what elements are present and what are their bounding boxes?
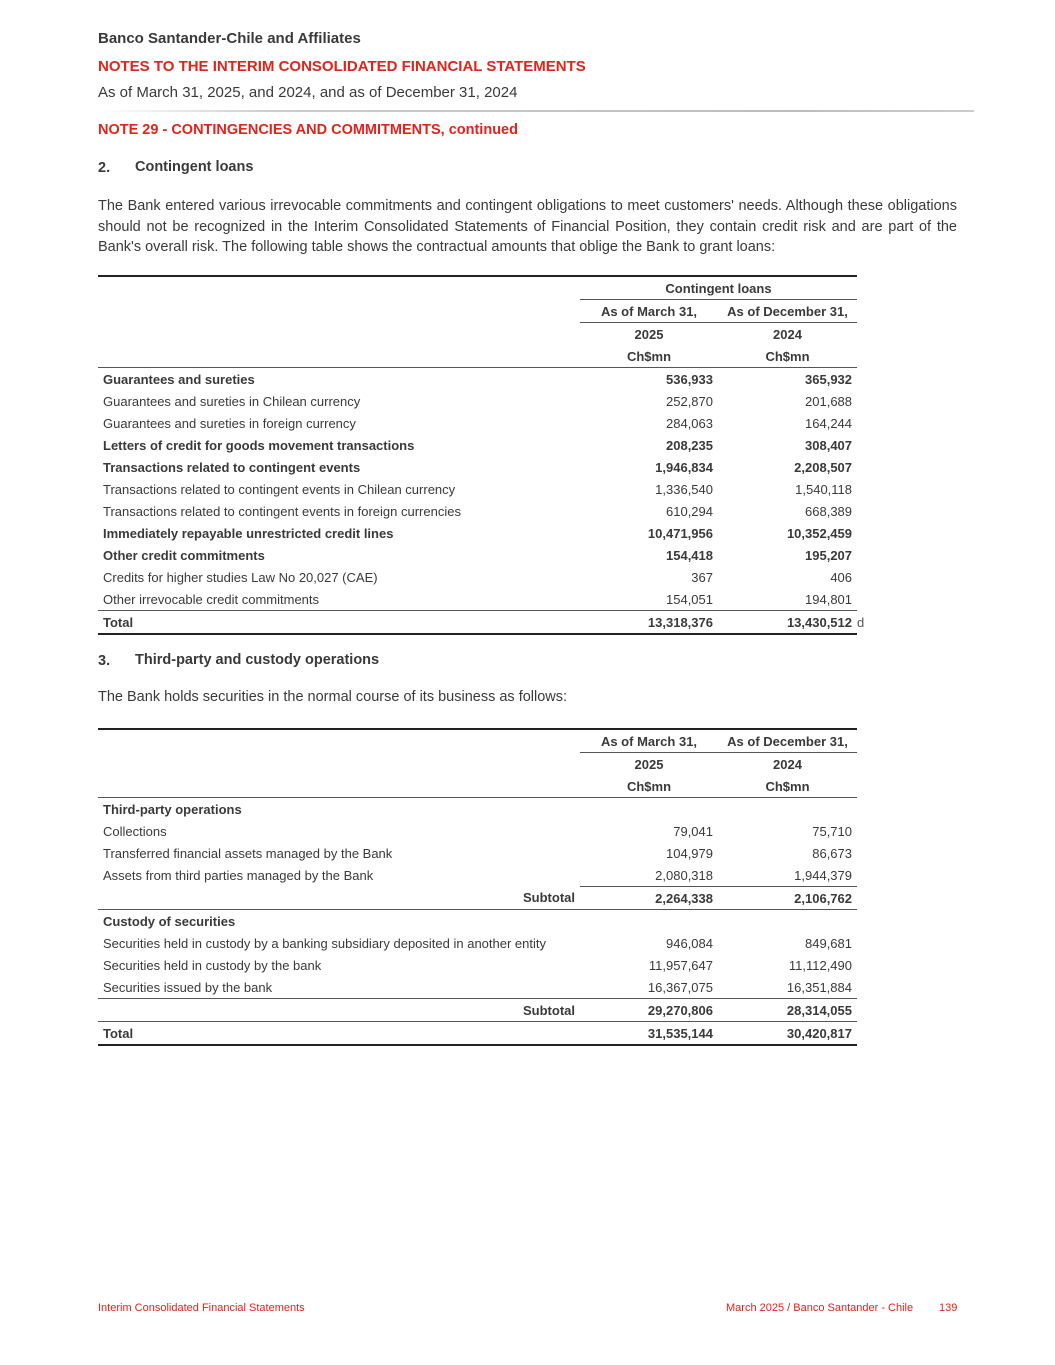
row-value-2024: 164,244 [805,415,853,431]
table-row [98,390,857,412]
table-row [98,588,857,611]
col1-year: 2025 [634,756,664,772]
row-value-2024: 308,407 [805,437,853,453]
table-row [98,820,857,842]
row-value-2025: 2,080,318 [580,864,718,887]
row-label: Assets from third parties managed by the Bank [103,867,374,883]
row-value-2025: 367 [691,569,713,585]
notes-title: NOTES TO THE INTERIM CONSOLIDATED FINANCIAL STATEMENTS [98,58,586,75]
row-value-2025: 16,367,075 [647,979,713,995]
custody-heading: Custody of securities [103,913,236,929]
col2-unit: Ch$mn [765,348,810,364]
row-value-2024: 195,207 [805,547,853,563]
row-value-2024: 194,801 [805,591,853,607]
footer-period: March 2025 / Banco Santander - Chile [726,1302,914,1314]
table-row [98,368,857,391]
subtotal-value-2024: 28,314,055 [786,1002,852,1018]
row-value-2024: 1,944,379 [718,864,857,887]
table-row [98,456,857,478]
table-row [98,864,857,887]
table-row [98,954,857,976]
footer-doc-title: Interim Consolidated Financial Statements [98,1302,305,1314]
row-label: Collections [103,823,167,839]
table-row [98,976,857,999]
row-label: Other irrevocable credit commitments [103,591,320,607]
subtotal-row [98,887,857,910]
stray-mark: d [857,615,865,630]
row-label: Securities held in custody by a banking subsidiary deposited in another entity [103,935,546,951]
row-value-2025: 1,946,834 [655,459,713,475]
table-row [98,842,857,864]
total-row [98,611,857,635]
row-label: Other credit commitments [103,547,265,563]
row-value-2024: 668,389 [805,503,853,519]
subtotal-label: Subtotal [523,1002,575,1018]
table-row [98,412,857,434]
row-label: Guarantees and sureties in Chilean currency [103,393,361,409]
row-label: Transactions related to contingent events [103,459,361,475]
row-label: Letters of credit for goods movement transactions [103,437,415,453]
col2-period: As of December 31, [718,729,857,753]
total-label: Total [103,1025,134,1041]
row-label: Transactions related to contingent events in foreign currencies [103,503,461,519]
row-value-2025: 284,063 [666,415,713,431]
total-label: Total [103,614,134,630]
company-name: Banco Santander-Chile and Affiliates [98,30,361,47]
row-label: Transactions related to contingent events in Chilean currency [103,481,456,497]
col1-unit: Ch$mn [626,778,672,794]
col2-period: As of December 31, [718,300,857,323]
row-value-2024: 2,208,507 [794,459,853,475]
row-value-2025: 946,084 [666,935,713,951]
row-value-2024: 10,352,459 [786,525,853,541]
section-title: Third-party and custody operations [135,652,380,668]
total-value-2025: 13,318,376 [647,614,713,630]
row-value-2024: 406 [830,569,853,585]
table-row [98,932,857,954]
total-value-2024: 30,420,817 [786,1025,852,1041]
row-value-2025: 104,979 [666,845,713,861]
total-value-2024: 13,430,512 [786,614,853,630]
page-number: 139 [939,1302,958,1314]
section-title: Contingent loans [135,159,254,175]
header-divider [98,110,974,112]
row-value-2024: 86,673 [812,845,852,861]
section-2-heading [98,159,254,177]
row-value-2025: 208,235 [666,437,713,453]
row-value-2025: 79,041 [673,823,713,839]
table-row [98,434,857,456]
row-value-2025: 252,870 [666,393,713,409]
row-label: Guarantees and sureties in foreign currency [103,415,356,431]
row-value-2025: 536,933 [666,371,713,387]
col1-year: 2025 [634,326,664,342]
table-row [98,544,857,566]
row-value-2025: 11,957,647 [648,957,713,973]
row-label: Securities held in custody by the bank [103,957,322,973]
col1-period: As of March 31, [580,729,718,753]
section-number: 3. [98,653,111,669]
table-row [98,522,857,544]
row-value-2025: 10,471,956 [647,525,713,541]
contingent-loans-table [98,275,857,635]
row-value-2025: 154,051 [666,591,713,607]
subtotal-label: Subtotal [523,890,575,906]
custody-operations-table [98,728,857,1046]
as-of-date: As of March 31, 2025, and 2024, and as of December 31, 2024 [98,84,518,101]
total-row [98,1022,857,1046]
row-value-2024: 11,112,490 [788,957,852,973]
row-value-2024: 1,540,118 [795,481,853,497]
row-value-2024: 16,351,884 [786,979,852,995]
row-value-2024: 201,688 [805,393,853,409]
row-label: Guarantees and sureties [103,371,255,387]
group-header: Contingent loans [580,276,857,300]
row-value-2025: 610,294 [666,503,713,519]
table-row [98,478,857,500]
subtotal-value-2024: 2,106,762 [794,890,852,906]
row-label: Transferred financial assets managed by the Bank [103,845,393,861]
row-label: Credits for higher studies Law No 20,027 (CAE) [103,569,378,585]
row-value-2025: 154,418 [666,547,713,563]
col2-year: 2024 [773,756,802,772]
row-label: Immediately repayable unrestricted credit lines [103,525,394,541]
note-heading: NOTE 29 - CONTINGENCIES AND COMMITMENTS, continued [98,122,518,138]
col2-unit: Ch$mn [765,778,810,794]
table-row [98,566,857,588]
section-3-heading [98,652,380,670]
row-value-2024: 75,710 [812,823,852,839]
col1-period: As of March 31, [580,300,718,323]
col2-year: 2024 [773,326,802,342]
subtotal-value-2025: 29,270,806 [647,1002,713,1018]
section-number: 2. [98,160,111,176]
subtotal-row [98,999,857,1022]
row-label: Securities issued by the bank [103,979,273,995]
row-value-2024: 849,681 [805,935,852,951]
row-value-2025: 1,336,540 [655,481,713,497]
section-3-paragraph: The Bank holds securities in the normal course of its business as follows: [98,689,568,705]
third-party-heading: Third-party operations [103,801,242,817]
table-row [98,500,857,522]
total-value-2025: 31,535,144 [647,1025,713,1041]
section-2-paragraph: The Bank entered various irrevocable commitments and contingent obligations to meet customers' needs. Although these obligations should not be recognized in the Interim Consolidated Statements of Financial Position, they contain credit risk and are part of the Bank's overall risk. The following table shows the contractual amounts that oblige the Bank to grant loans: [98,198,957,255]
col1-unit: Ch$mn [626,348,672,364]
subtotal-value-2025: 2,264,338 [655,890,713,906]
row-value-2024: 365,932 [805,371,853,387]
